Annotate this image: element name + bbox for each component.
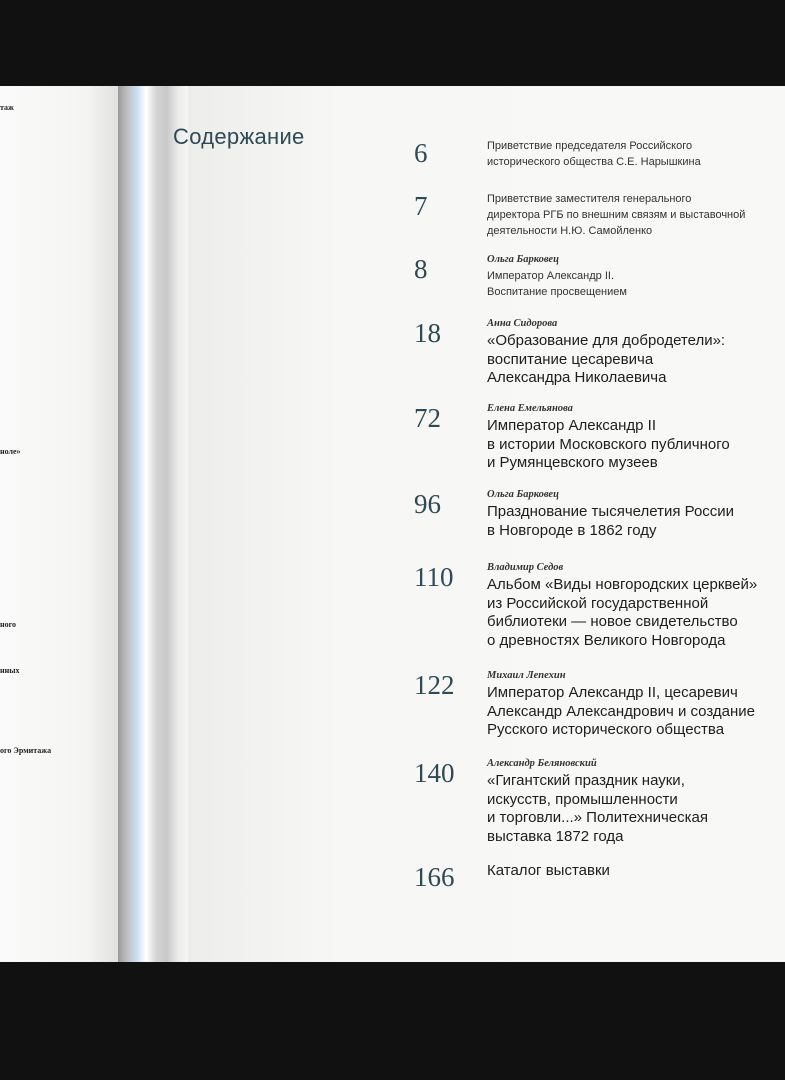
- toc-entry-title-line: Приветствие председателя Российского: [487, 140, 693, 152]
- toc-entry-title-line: и торговли...» Политехническая: [487, 809, 709, 826]
- toc-entry-title-line: Александра Николаевича: [487, 369, 667, 386]
- toc-entry-title-line: библиотеки — новое свидетельство: [487, 613, 738, 630]
- left-page-text-fragment: ого Эрмитажа: [0, 746, 52, 755]
- toc-entry-title-line: Воспитание просвещением: [487, 286, 627, 298]
- toc-entry-title-line: Александр Александрович и создание: [487, 702, 755, 720]
- toc-entry-title-line: выставка 1872 года: [487, 827, 624, 845]
- toc-page-number: 7: [414, 191, 428, 221]
- toc-entry-title-line: деятельности Н.Ю. Самойленко: [487, 225, 653, 237]
- toc-entry-title-line: «Гигантский праздник науки,: [487, 772, 685, 789]
- toc-entry-body: [487, 254, 627, 300]
- toc-entry-title-line: и Румянцевского музеев: [487, 454, 658, 471]
- toc-entry-title-line: «Образование для добродетели»:: [487, 332, 726, 349]
- toc-author: Владимир Седов: [487, 562, 564, 573]
- toc-entry-title-line: Император Александр II.: [487, 270, 615, 282]
- toc-page-number: 72: [414, 403, 441, 433]
- toc-author: Анна Сидорова: [487, 318, 558, 329]
- toc-author: Александр Беляновский: [487, 758, 597, 769]
- toc-entry-title-line: воспитание цесаревича: [487, 350, 654, 368]
- toc-page-number: 110: [414, 562, 454, 592]
- left-page: [0, 86, 125, 962]
- toc-entry-title-line: исторического общества С.Е. Нарышкина: [487, 156, 701, 168]
- toc-entry-title-line: из Российской государственной: [487, 594, 709, 612]
- toc-page-number: 18: [414, 318, 441, 348]
- toc-page-number: 140: [414, 758, 455, 788]
- toc-author: Ольга Барковец: [487, 254, 559, 265]
- toc-entry-title-line: о древностях Великого Новгорода: [487, 631, 726, 649]
- toc-entry-body: [487, 403, 730, 473]
- left-page-text-fragment: нных: [0, 666, 20, 675]
- scanned-spread: [0, 86, 785, 962]
- toc-entry-title-line: Русского исторического общества: [487, 721, 725, 738]
- toc-page-number: 122: [414, 670, 455, 700]
- toc-entry-body: [487, 318, 725, 388]
- toc-page-number: 166: [414, 862, 455, 892]
- toc-entry-title-line: Приветствие заместителя генерального: [487, 193, 692, 205]
- toc-title: Содержание: [173, 124, 305, 149]
- toc-author: Ольга Барковец: [487, 489, 559, 500]
- toc-entry-body: [487, 862, 610, 881]
- left-page-text-fragment: таж: [0, 103, 14, 112]
- toc-entry-title-line: искусств, промышленности: [487, 790, 678, 808]
- book-gutter: [118, 86, 188, 962]
- toc-entry-title-line: Празднование тысячелетия России: [487, 503, 735, 520]
- toc-author: Михаил Лепехин: [487, 670, 566, 681]
- toc-page-number: 96: [414, 489, 441, 519]
- toc-entry-body: [487, 138, 701, 170]
- toc-entry-title-line: Император Александр II, цесаревич: [487, 684, 738, 701]
- toc-entry-body: [487, 191, 745, 239]
- left-page-text-fragment: ного: [0, 620, 17, 629]
- toc-page-number: 8: [414, 254, 428, 284]
- toc-entry-title-line: Альбом «Виды новгородских церквей»: [487, 576, 758, 593]
- toc-entry-body: [487, 562, 757, 650]
- toc-entry-title-line: в Новгороде в 1862 году: [487, 521, 657, 539]
- toc-page-number: 6: [414, 138, 428, 168]
- left-page-text-fragment: ноле»: [0, 447, 21, 456]
- toc-entry-title-line: директора РГБ по внешним связям и выставочной: [487, 209, 746, 221]
- toc-entry-title-line: в истории Московского публичного: [487, 435, 730, 453]
- toc-entry-body: [487, 758, 708, 846]
- toc-entry-title-line: Каталог выставки: [487, 862, 610, 879]
- toc-entry-body: [487, 489, 734, 540]
- toc-author: Елена Емельянова: [487, 403, 573, 414]
- toc-entry-body: [487, 670, 755, 740]
- toc-entry-title-line: Император Александр II: [487, 417, 657, 434]
